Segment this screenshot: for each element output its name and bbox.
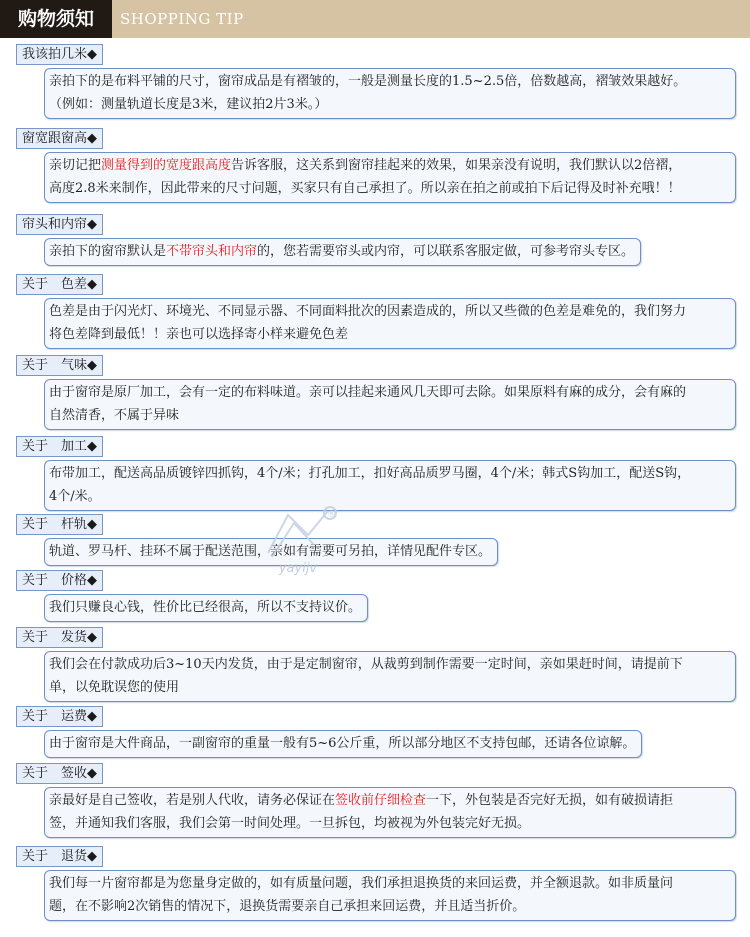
page-title: 购物须知: [0, 0, 112, 38]
content-line: [49, 462, 729, 485]
page-subtitle: SHOPPING TIP: [120, 10, 244, 28]
content-line: [49, 789, 729, 812]
body-text: 由于窗帘是原厂加工，会有一定的布料味道。亲可以挂起来通风几天即可去除。如果原料有麻的成分，会有麻的: [49, 385, 687, 400]
section-content-box: [44, 238, 641, 266]
section-label: 关于 杆轨◆: [16, 514, 103, 535]
body-text: 单，以免耽误您的使用: [49, 680, 180, 695]
section-content-box: [44, 152, 736, 203]
body-text: 题，在不影响2次销售的情况下，退换货需要亲自己承担来回运费，并且适当折价。: [49, 899, 526, 914]
watermark-text: yayijv: [278, 561, 318, 576]
content-line: [49, 732, 635, 755]
section-content-box: [44, 538, 498, 566]
body-text: 签，并通知我们客服，我们会第一时间处理。一旦拆包，均被视为外包装完好无损。: [49, 816, 531, 831]
content-line: [49, 596, 361, 619]
section-content-box: [44, 68, 736, 119]
body-text: （例如：测量轨道长度是3米，建议拍2片3米。）: [49, 97, 328, 112]
body-text: 轨道、罗马杆、挂环不属于配送范围，亲如有需要可另拍，详情见配件专区。: [49, 544, 492, 559]
section-label: 关于 色差◆: [16, 274, 103, 295]
highlight-text: 签收前仔细检查: [335, 793, 427, 808]
content-line: [49, 154, 729, 177]
section-content-box: [44, 870, 736, 921]
section-label: 关于 价格◆: [16, 570, 103, 591]
body-text: 高度2.8米来制作，因此带来的尺寸问题，买家只有自己承担了。所以亲在拍之前或拍下后记得及时补充哦！！: [49, 181, 681, 196]
body-text: 我们只赚良心钱，性价比已经很高，所以不支持议价。: [49, 600, 362, 615]
highlight-text: 不带帘头和内帘: [166, 244, 258, 259]
body-text: 亲切记把: [49, 158, 102, 173]
section-label: 关于 退货◆: [16, 846, 103, 867]
section-label: 帘头和内帘◆: [16, 214, 103, 235]
section-label: 关于 加工◆: [16, 436, 103, 457]
content-line: [49, 540, 491, 563]
body-text: 一下，外包装是否完好无损，如有破损请拒: [426, 793, 674, 808]
content-line: [49, 300, 729, 323]
section-content-box: [44, 594, 368, 622]
section-content-box: [44, 460, 736, 511]
section-label: 我该拍几米◆: [16, 44, 103, 65]
section-content-box: [44, 651, 736, 702]
section-content-box: [44, 787, 736, 838]
content-line: [49, 653, 729, 676]
section-content-box: [44, 730, 642, 758]
content-line: [49, 381, 729, 404]
content-line: [49, 485, 729, 508]
body-text: 亲拍下的窗帘默认是: [49, 244, 167, 259]
section-content-box: [44, 298, 736, 349]
body-text: 告诉客服，这关系到窗帘挂起来的效果，如果亲没有说明，我们默认以2倍褶，: [231, 158, 682, 173]
watermark-registered-mark: ®: [327, 510, 336, 520]
body-text: 自然清香，不属于异味: [49, 408, 180, 423]
content-line: [49, 404, 729, 427]
body-text: 我们每一片窗帘都是为您量身定做的，如有质量问题，我们承担退换货的来回运费，并全额退款。如非质量问: [49, 876, 674, 891]
body-text: 我们会在付款成功后3~10天内发货，由于是定制窗帘，从裁剪到制作需要一定时间，亲如果赶时间，请提前下: [49, 657, 683, 672]
body-text: 色差是由于闪光灯、环境光、不同显示器、不同面料批次的因素造成的，所以又些微的色差是难免的，我们努力: [49, 304, 687, 319]
body-text: 亲最好是自己签收，若是别人代收，请务必保证在: [49, 793, 336, 808]
content-line: [49, 323, 729, 346]
section-label: 关于 签收◆: [16, 763, 103, 784]
body-text: 的，您若需要帘头或内帘，可以联系客服定做，可参考帘头专区。: [257, 244, 635, 259]
content-line: [49, 872, 729, 895]
content-line: [49, 93, 729, 116]
content-line: [49, 70, 729, 93]
content-line: [49, 812, 729, 835]
section-content-box: [44, 379, 736, 430]
content-line: [49, 240, 634, 263]
body-text: 亲拍下的是布料平铺的尺寸，窗帘成品是有褶皱的，一般是测量长度的1.5~2.5倍，倍数越高，褶皱效果越好。: [49, 74, 687, 89]
section-label: 关于 运费◆: [16, 706, 103, 727]
body-text: 布带加工，配送高品质镀锌四抓钩，4个/米；打孔加工，扣好高品质罗马圈，4个/米；韩式S钩加工，配送S钩，: [49, 466, 691, 481]
section-label: 窗宽跟窗高◆: [16, 128, 103, 149]
body-text: 将色差降到最低！！亲也可以选择寄小样来避免色差: [49, 327, 349, 342]
section-label: 关于 气味◆: [16, 355, 103, 376]
body-text: 4个/米。: [49, 489, 101, 504]
content-line: [49, 177, 729, 200]
header-bar: [0, 0, 750, 38]
highlight-text: 测量得到的宽度跟高度: [101, 158, 232, 173]
section-label: 关于 发货◆: [16, 627, 103, 648]
body-text: 由于窗帘是大件商品，一副窗帘的重量一般有5~6公斤重，所以部分地区不支持包邮，还请各位谅解。: [49, 736, 636, 751]
content-line: [49, 676, 729, 699]
content-line: [49, 895, 729, 918]
